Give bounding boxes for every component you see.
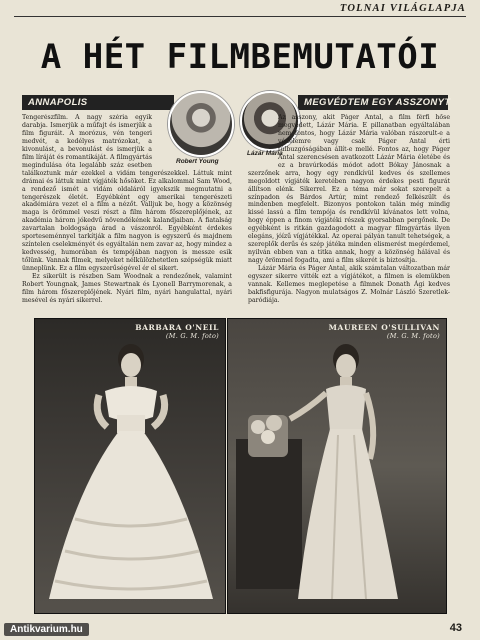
- portrait-caption-lazar-maria: Lázár Mária: [247, 150, 283, 157]
- masthead: TOLNAI VILÁGLAPJA: [339, 3, 466, 14]
- photo-caption-credit: (M. G. M. foto): [386, 332, 440, 340]
- article-title-megvedtem: MEGVÉDTEM EGY ASSZONYT: [298, 95, 448, 110]
- article-title-annapolis: ANNAPOLIS: [22, 95, 174, 110]
- photo-caption-maureen-osullivan: [329, 323, 440, 341]
- antikvarium-watermark: Antikvarium.hu: [4, 623, 89, 636]
- article-paragraph: Tengerészfilm. A nagy széria egyik darabja. Ismerjük a műfajt és ismerjük a film figuráit. A morózus, vén tengeri medvét, a kedélyes matrózokat, a kivonulást, a bevonulást és ismerjük a film líráját és romantikáját. A filmgyártás megindulása óta legalább száz esetben találkoztunk már ezekkel a vidám tengerészekkel. Láttuk mint drámai és láttuk mint vígjáték hősöket. Ez alkalommal Sam Wood, a rendező ismét a vidám oldaláról igyekszik megmutatni a tengerészek életét. Egyébként egy amerikai tengerészeti akadémiára vezet el a film a nézőt. Valljuk be, hogy a közönség maga is örömmel veszi részt a film három főszereplőjének, az akadémia három jókedvű növendékének kalandjaiban. A fiatalság zavartalan boldogsága árad a vászonról. Egyébként érdekes sporteseménnyel tarkítják a film nagyon is egyszerű és majdnem színtelen cselekményét és egyáltalán nem zavar az, hogy mindez a kedvesség, humorában és tempójában nagyon is messze esik tőlünk. Vannak filmek, melyeket nélkülözhetetlen szépségük miatt ünneplünk. Ez a film egyszerűségével ér el sikert.: [22, 114, 232, 273]
- article-body-megvedtem: [248, 114, 450, 304]
- article-paragraph: Ez sikerült is részben Sam Woodnak a rendezőnek, valamint Robert Youngnak, James Stewartnak és Lyonell Barrymorenak, a film három főszereplőjének. Nyári film, nyári hangulattal, nyári mesével és nyári sikerrel.: [22, 273, 232, 304]
- photo-caption-name: BARBARA O'NEIL: [135, 323, 219, 332]
- page-number: 43: [449, 622, 462, 634]
- photo-barbara-oneil: [34, 318, 226, 614]
- photo-caption-credit: (M. G. M. foto): [165, 332, 219, 340]
- portrait-inset-space: [248, 114, 278, 164]
- portrait-caption-robert-young: Robert Young: [176, 158, 219, 165]
- photo-caption-barbara-oneil: [135, 323, 219, 341]
- actress-figure-illustration: [228, 319, 446, 613]
- article-paragraph: Lázár Mária és Páger Antal, akik számtalan változatban már egyszer sikerre vitték ezt a vígjátékot, a filmen is elemükben vannak. Kellemes meglepetése a filmnek Donath Ági kedves bakfisfigurája. Nagyon mulatságos Z. Molnár László Szeretlek-paródiája.: [248, 265, 450, 304]
- photo-caption-name: MAUREEN O'SULLIVAN: [328, 323, 440, 332]
- portrait-inset-space: [152, 114, 232, 164]
- top-rule: [14, 16, 466, 17]
- actress-figure-illustration: [35, 319, 225, 613]
- article-paragraph: Az asszony, akit Páger Antal, a film férfi hőse megvédett, Lázár Mária. E pillanatban egyáltalában nem fontos, hogy Lázár Mária valóban rászorult-e a védelemre vagy csak Páger Antal érti túlbuzgóságában állít-e mellé. Fontos az, hogy Páger Antal szerencsésen avatkozott Lázár Mária életébe és ez a bravúrkodás módot adott Bókay Jánosnak a szerzőnek arra, hogy egy rendkívül kedves és szellemes megoldott vígjáték keretében nagyon érdekes pesti figurát állítson elénk. Sikerrel. Ez a téma már sokat szerepelt a színpadon és Bárdos Artúr, mint rendező felkészült és mindenben megfelelt. Bizonyos pontokon talán még mindig kissé lassú a film tempója és rendkívül kívánatos lett volna, hogy éppen a finom vígjátéki részek gyorsabban pergőnek. De egyébként is ritkán gazdagodott a magyar filmgyártás ilyen elegáns, jóízű vígjátékkal. Az operai pályán tanult tehetségek, a szereplők derűs és szép játéka minden elismerést megérdemel, nyilván ebben van a titka annak, hogy a közönség hálával és nagy örömmel fogadta, ami a film sikerét is biztosítja.: [248, 114, 450, 265]
- article-body-annapolis: [22, 114, 232, 304]
- photo-maureen-osullivan: [227, 318, 447, 614]
- headline: A HÉT FILMBEMUTATÓI: [40, 37, 440, 77]
